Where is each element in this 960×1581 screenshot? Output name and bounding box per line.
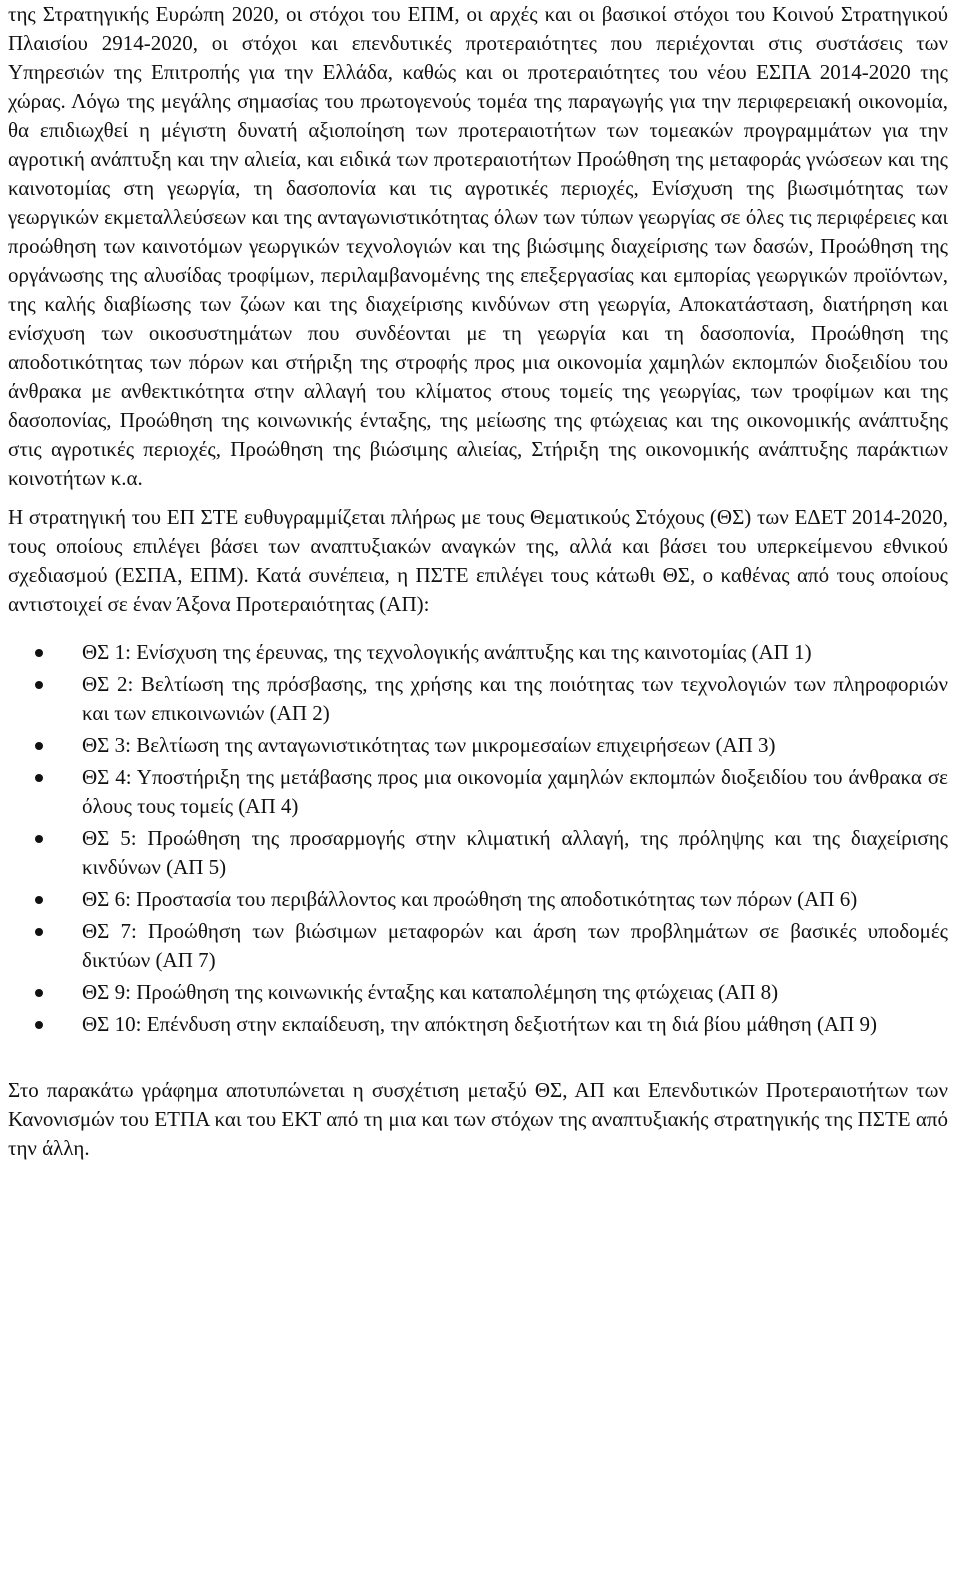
paragraph-strategy-context: της Στρατηγικής Ευρώπη 2020, οι στόχοι του ΕΠΜ, οι αρχές και οι βασικοί στόχοι του Κοινού Στρατηγικού Πλαισίου 2914-2020, οι στόχοι και επενδυτικές προτεραιότητες που περιέχονται στις συστάσεις των Υπηρεσιών της Επιτροπής για την Ελλάδα, καθώς και οι προτεραιότητες του νέου ΕΣΠΑ 2014-2020 της χώρας. Λόγω της μεγάλης σημασίας του πρωτογενούς τομέα της παραγωγής για την περιφερειακή οικονομία, θα επιδιωχθεί η μέγιστη δυνατή αξιοποίηση των προτεραιοτήτων των τομεακών προγραμμάτων για την αγροτική ανάπτυξη και την αλιεία, και ειδικά των προτεραιοτήτων Προώθηση της μεταφοράς γνώσεων και της καινοτομίας στη γεωργία, τη δασοπονία και τις αγροτικές περιοχές, Ενίσχυση της βιωσιμότητας των γεωργικών εκμεταλλεύσεων και της ανταγωνιστικότητας όλων των τύπων γεωργίας σε όλες τις περιφέρειες και προώθηση των καινοτόμων γεωργικών τεχνολογιών και της βιώσιμης διαχείρισης των δασών, Προώθηση της οργάνωσης της αλυσίδας τροφίμων, περιλαμβανομένης της επεξεργασίας και εμπορίας γεωργικών προϊόντων, της καλής διαβίωσης των ζώων και της διαχείρισης κινδύνων στη γεωργία, Αποκατάσταση, διατήρηση και ενίσχυση των οικοσυστημάτων που συνδέονται με τη γεωργία και τη δασοπονία, Προώθηση της αποδοτικότητας των πόρων και στήριξη της στροφής προς μια οικονομία χαμηλών εκπομπών διοξειδίου του άνθρακα με ανθεκτικότητα στην αλλαγή του κλίματος στους τομείς της γεωργίας, των τροφίμων και της δασοπονίας, Προώθηση της κοινωνικής ένταξης, της μείωσης της φτώχειας και της οικονομικής ανάπτυξης στις αγροτικές περιοχές, Προώθηση της βιώσιμης αλιείας, Στήριξη της οικονομικής ανάπτυξης παράκτιων κοινοτήτων κ.α. <box>8 2 948 490</box>
list-item <box>8 885 948 914</box>
list-item <box>8 917 948 975</box>
list-item-text: ΘΣ 6: Προστασία του περιβάλλοντος και προώθηση της αποδοτικότητας των πόρων (ΑΠ 6) <box>82 887 858 911</box>
list-item <box>8 1010 948 1039</box>
list-item <box>8 731 948 760</box>
list-item-text: ΘΣ 10: Επένδυση στην εκπαίδευση, την απόκτηση δεξιοτήτων και τη διά βίου μάθηση (ΑΠ 9) <box>82 1012 878 1036</box>
list-item <box>8 978 948 1007</box>
bullet-icon <box>35 681 43 689</box>
bullet-icon <box>35 649 43 657</box>
bullet-icon <box>35 989 43 997</box>
list-item-text: ΘΣ 1: Ενίσχυση της έρευνας, της τεχνολογικής ανάπτυξης και της καινοτομίας (ΑΠ 1) <box>82 640 812 664</box>
list-item-text: ΘΣ 7: Προώθηση των βιώσιμων μεταφορών και άρση των προβλημάτων σε βασικές υποδομές δικτύων (ΑΠ 7) <box>82 919 948 972</box>
list-item-text: ΘΣ 5: Προώθηση της προσαρμογής στην κλιματική αλλαγή, της πρόληψης και της διαχείρισης κινδύνων (ΑΠ 5) <box>82 826 948 879</box>
thematic-objectives-list <box>8 638 948 1039</box>
list-item-text: ΘΣ 3: Βελτίωση της ανταγωνιστικότητας των μικρομεσαίων επιχειρήσεων (ΑΠ 3) <box>82 733 776 757</box>
list-item <box>8 824 948 882</box>
list-item <box>8 763 948 821</box>
bullet-icon <box>35 896 43 904</box>
bullet-icon <box>35 928 43 936</box>
list-item <box>8 670 948 728</box>
paragraph-thematic-objectives-intro: Η στρατηγική του ΕΠ ΣΤΕ ευθυγραμμίζεται πλήρως με τους Θεματικούς Στόχους (ΘΣ) των ΕΔΕΤ 2014-2020, τους οποίους επιλέγει βάσει των αναπτυξιακών αναγκών της, αλλά και βάσει του υπερκείμενου εθνικού σχεδιασμού (ΕΣΠΑ, ΕΠΜ). Κατά συνέπεια, η ΠΣΤΕ επιλέγει τους κάτωθι ΘΣ, ο καθένας από τους οποίους αντιστοιχεί σε έναν Άξονα Προτεραιότητας (ΑΠ): <box>8 505 948 616</box>
bullet-icon <box>35 774 43 782</box>
bullet-icon <box>35 742 43 750</box>
list-item-text: ΘΣ 4: Υποστήριξη της μετάβασης προς μια οικονομία χαμηλών εκπομπών διοξειδίου του άνθρακα σε όλους τους τομείς (ΑΠ 4) <box>82 765 948 818</box>
list-item <box>8 638 948 667</box>
bullet-icon <box>35 835 43 843</box>
list-item-text: ΘΣ 2: Βελτίωση της πρόσβασης, της χρήσης και της ποιότητας των τεχνολογιών των πληροφοριών και των επικοινωνιών (ΑΠ 2) <box>82 672 948 725</box>
bullet-icon <box>35 1021 43 1029</box>
paragraph-chart-reference: Στο παρακάτω γράφημα αποτυπώνεται η συσχέτιση μεταξύ ΘΣ, ΑΠ και Επενδυτικών Προτεραιοτήτων των Κανονισμών του ΕΤΠΑ και του ΕΚΤ από τη μια και των στόχων της αναπτυξιακής στρατηγικής της ΠΣΤΕ από την άλλη. <box>8 1078 948 1160</box>
list-item-text: ΘΣ 9: Προώθηση της κοινωνικής ένταξης και καταπολέμηση της φτώχειας (ΑΠ 8) <box>82 980 779 1004</box>
